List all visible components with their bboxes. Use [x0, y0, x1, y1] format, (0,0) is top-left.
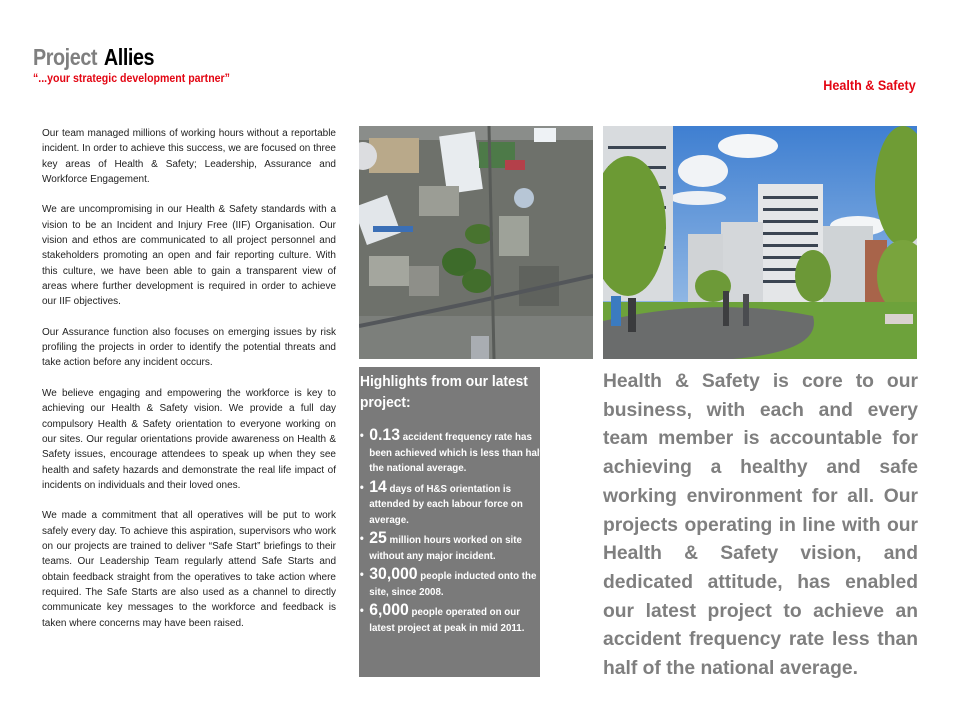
brand-logo	[33, 44, 154, 71]
highlight-item	[359, 476, 544, 529]
highlights-title: Highlights from our latest project:	[360, 373, 528, 411]
highlight-item	[359, 530, 544, 564]
brand-word-project: Project	[33, 44, 98, 70]
highlight-text: million hours worked on site without any major incident.	[369, 534, 522, 562]
body-paragraph: We believe engaging and empowering the workforce is key to achieving our Health & Safety vision. We provide a full day compulsory Health & Safety orientation to everyone working on our sites. Our regular orientations provide awareness on Health & Safety issues, encourage attendees to speak up when they see health and safety hazards and demonstrate the real life impact of incidents on individuals and their loved ones.	[42, 388, 336, 491]
park-apartments-photo	[603, 126, 917, 359]
body-text-column	[42, 126, 336, 646]
highlight-text: days of H&S orientation is attended by each labour force on average.	[369, 482, 523, 526]
highlight-number: 0.13	[369, 425, 401, 444]
highlight-number: 30,000	[369, 564, 418, 583]
highlight-number: 6,000	[369, 600, 409, 619]
highlights-list	[359, 425, 543, 636]
bullet-icon: •	[359, 567, 364, 581]
highlight-item	[359, 602, 544, 636]
highlight-text: accident frequency rate has been achieved which is less than half the national average.	[369, 431, 543, 474]
aerial-photo-graphic	[359, 126, 593, 359]
highlight-text: people inducted onto the site, since 2008.	[369, 570, 537, 598]
pull-quote: Health & Safety is core to our business, with each and every team member is accountable for achieving a healthy and safe working environment for all. Our projects operating in line with our Health & Safety vision, and dedicated attitude, has enabled our latest project to achieve an accident frequency rate less than half of the national average.	[603, 371, 918, 680]
highlight-item	[359, 566, 544, 600]
highlight-number: 14	[369, 476, 387, 496]
body-paragraph: We made a commitment that all operatives will be put to work safely every day. To achieve this aspiration, supervisors who work on our projects are trained to deliver “Safe Start” briefings to their teams. Our Leadership Team regularly attend Safe Starts and obtain feedback straight from the operatives to take action where required. The Safe Starts are also used as a channel to directly communicate key messages to the workforce and feedback is taken where concerns may have been raised.	[42, 510, 336, 629]
body-paragraph: Our team managed millions of working hours without a reportable incident. In order to achieve this success, we are focused on three key areas of Health & Safety; Leadership, Assurance and Workforce Engagement.	[42, 128, 336, 185]
highlights-box	[359, 367, 543, 677]
bullet-icon: •	[359, 531, 364, 545]
body-paragraph: We are uncompromising in our Health & Safety standards with a vision to be an Incident and Injury Free (IIF) Organisation. Our vision and ethos are communicated to all project personnel and stakeholders promoting an open and fair reporting culture. With this culture, we have been able to gain a transparent view of areas where further development is required in order to achieve our IIF objectives.	[42, 204, 336, 308]
section-title: Health & Safety	[823, 77, 916, 93]
tagline: “...your strategic development partner”	[33, 73, 230, 85]
highlight-number: 25	[369, 528, 387, 547]
bullet-icon: •	[359, 428, 364, 442]
park-photo-graphic	[603, 126, 917, 359]
highlight-text: people operated on our latest project at peak in mid 2011.	[369, 606, 525, 634]
body-paragraph: Our Assurance function also focuses on emerging issues by risk profiling the projects in order to identify the potential threats and take action before any incident occurs.	[42, 326, 336, 369]
bullet-icon: •	[359, 603, 364, 617]
aerial-site-photo	[359, 126, 593, 359]
highlight-item	[359, 427, 544, 477]
brand-word-allies: Allies	[103, 44, 155, 70]
bullet-icon: •	[359, 479, 364, 494]
